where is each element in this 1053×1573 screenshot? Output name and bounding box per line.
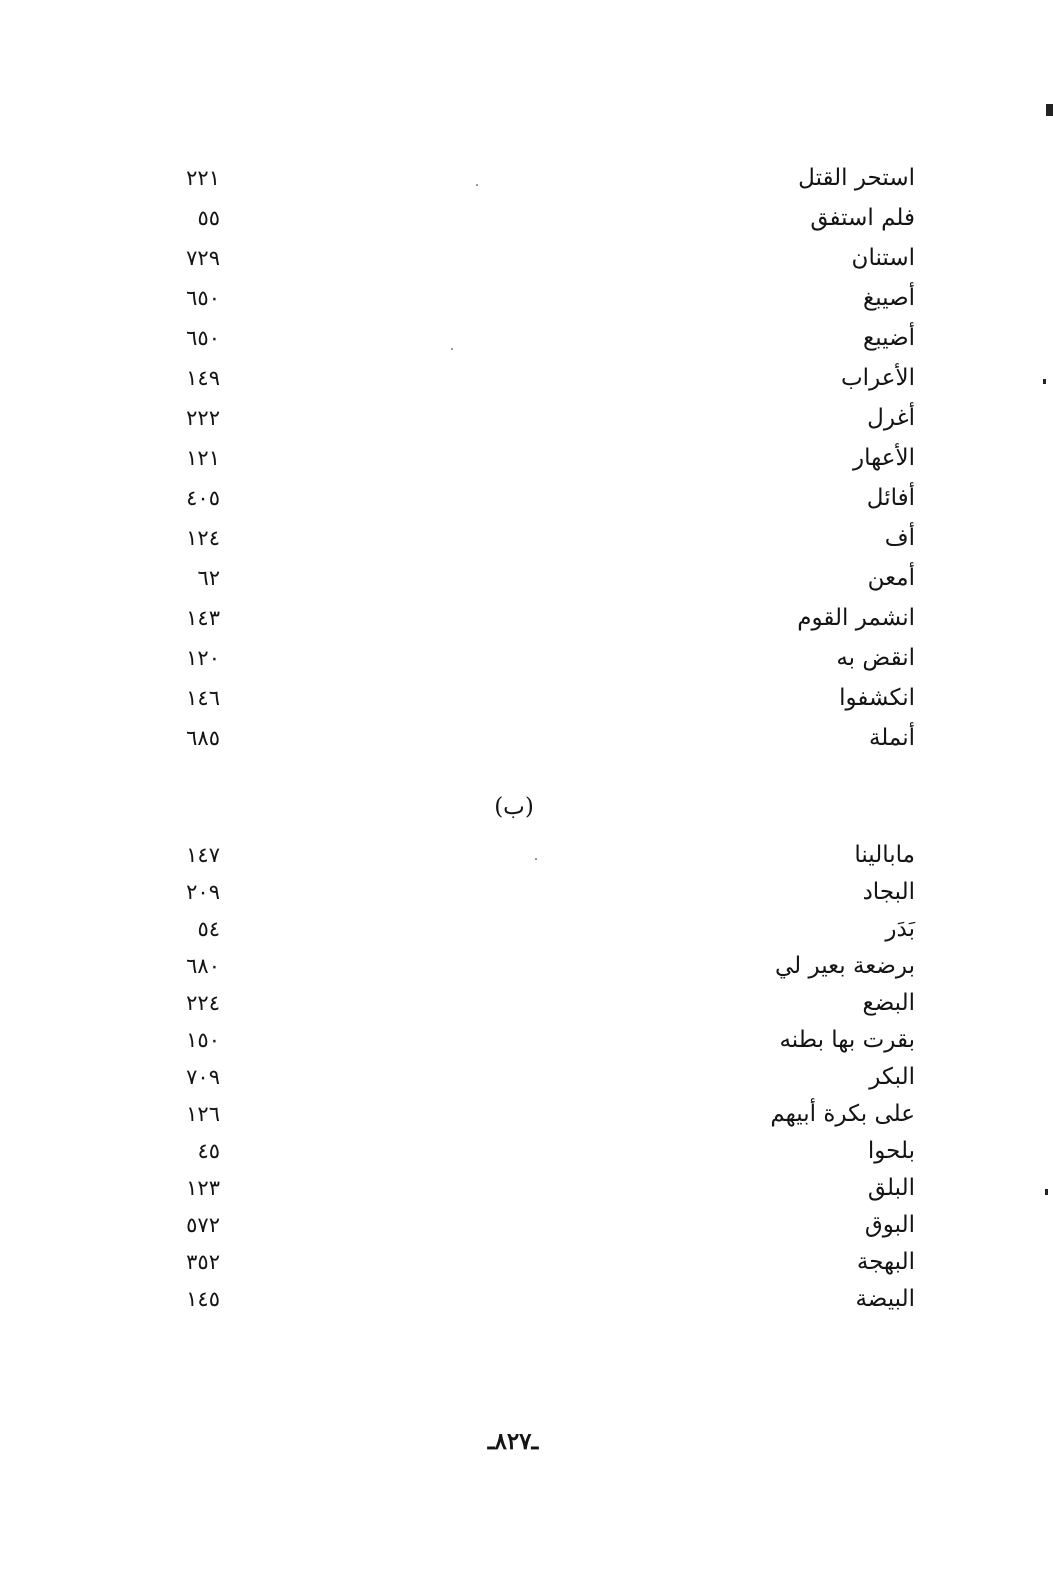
index-entry <box>150 1058 915 1095</box>
index-entry <box>150 678 915 718</box>
index-entry <box>150 1206 915 1243</box>
entry-term: أف <box>884 525 915 551</box>
scan-edge-mark <box>1046 104 1053 116</box>
index-entry <box>150 1169 915 1206</box>
entry-page-number: ٧٢٩ <box>186 246 220 270</box>
entry-page-number: ١٢٦ <box>186 1101 220 1126</box>
entry-term: أضيبع <box>862 325 915 351</box>
index-entry <box>150 158 915 198</box>
entry-page-number: ٤٥ <box>197 1138 220 1163</box>
index-entry <box>150 278 915 318</box>
page-number: ـ٨٢٧ـ <box>487 1428 539 1455</box>
entry-page-number: ٦٥٠ <box>186 326 220 350</box>
entry-page-number: ٥٤ <box>197 916 220 941</box>
entry-term: أصيبغ <box>862 285 915 311</box>
section-letter-heading: (ب) <box>494 794 534 820</box>
index-entry <box>150 598 915 638</box>
entry-term: مابالينا <box>854 841 915 868</box>
entry-page-number: ٢٢١ <box>186 166 220 190</box>
entry-page-number: ٣٥٢ <box>186 1249 220 1274</box>
entry-page-number: ٢٢٢ <box>186 406 220 430</box>
entry-term: البكر <box>869 1063 915 1090</box>
entry-page-number: ١٢٠ <box>186 646 220 670</box>
index-section-alif <box>150 158 915 758</box>
entry-page-number: ٤٠٥ <box>186 486 220 510</box>
entry-term: استنان <box>851 245 915 271</box>
entry-page-number: ٧٠٩ <box>186 1064 220 1089</box>
index-entry <box>150 873 915 910</box>
entry-term: أمعن <box>867 565 915 591</box>
entry-term: بَدَر <box>885 915 915 942</box>
index-entry <box>150 638 915 678</box>
entry-page-number: ٥٥ <box>197 206 220 230</box>
entry-page-number: ١٢٣ <box>186 1175 220 1200</box>
index-entry <box>150 1021 915 1058</box>
entry-term: انقض به <box>836 645 915 671</box>
index-entry <box>150 947 915 984</box>
entry-page-number: ١٤٦ <box>186 686 220 710</box>
index-entry <box>150 1280 915 1317</box>
index-entry <box>150 1243 915 1280</box>
index-entry <box>150 438 915 478</box>
entry-term: البضع <box>862 989 915 1016</box>
entry-term: برضعة بعير لي <box>775 952 915 979</box>
entry-page-number: ٦٨٠ <box>186 953 220 978</box>
entry-term: فلم استفق <box>810 205 915 231</box>
entry-term: بقرت بها بطنه <box>779 1026 915 1053</box>
entry-page-number: ٢٢٤ <box>186 990 220 1015</box>
index-entry <box>150 1095 915 1132</box>
index-section-ba <box>150 836 915 1317</box>
entry-term: البيضة <box>855 1285 915 1312</box>
entry-page-number: ١٢٤ <box>186 526 220 550</box>
entry-term: البجاد <box>862 878 915 905</box>
entry-page-number: ٦٥٠ <box>186 286 220 310</box>
index-entry <box>150 910 915 947</box>
entry-term: انشمر القوم <box>797 605 915 631</box>
entry-term: البلق <box>867 1174 915 1201</box>
index-entry <box>150 518 915 558</box>
index-entry <box>150 836 915 873</box>
scan-edge-mark <box>1043 379 1046 384</box>
entry-page-number: ٥٧٢ <box>186 1212 220 1237</box>
scan-edge-mark <box>1045 1189 1048 1195</box>
entry-term: أغرل <box>867 405 915 431</box>
index-entry <box>150 198 915 238</box>
index-entry <box>150 1132 915 1169</box>
index-entry <box>150 358 915 398</box>
entry-term: على بكرة أبيهم <box>770 1100 915 1127</box>
index-entry <box>150 398 915 438</box>
entry-page-number: ١٢١ <box>186 446 220 470</box>
entry-page-number: ١٤٥ <box>186 1286 220 1311</box>
entry-term: بلحوا <box>867 1137 915 1164</box>
entry-term: الأعهار <box>853 445 915 471</box>
entry-term: استحر القتل <box>798 165 915 191</box>
entry-page-number: ١٤٩ <box>186 366 220 390</box>
entry-page-number: ٦٨٥ <box>186 726 220 750</box>
index-entry <box>150 718 915 758</box>
entry-page-number: ٢٠٩ <box>186 879 220 904</box>
index-entry <box>150 984 915 1021</box>
index-entry <box>150 478 915 518</box>
entry-term: الأعراب <box>841 365 915 391</box>
entry-page-number: ١٤٧ <box>186 842 220 867</box>
index-entry <box>150 318 915 358</box>
entry-term: انكشفوا <box>839 685 915 711</box>
index-entry <box>150 238 915 278</box>
entry-page-number: ١٤٣ <box>186 606 220 630</box>
index-entry <box>150 558 915 598</box>
entry-page-number: ٦٢ <box>197 566 220 590</box>
entry-term: أنملة <box>868 725 915 751</box>
entry-term: البهجة <box>856 1248 915 1275</box>
entry-term: أفائل <box>866 485 915 511</box>
entry-page-number: ١٥٠ <box>186 1027 220 1052</box>
entry-term: البوق <box>864 1211 915 1238</box>
